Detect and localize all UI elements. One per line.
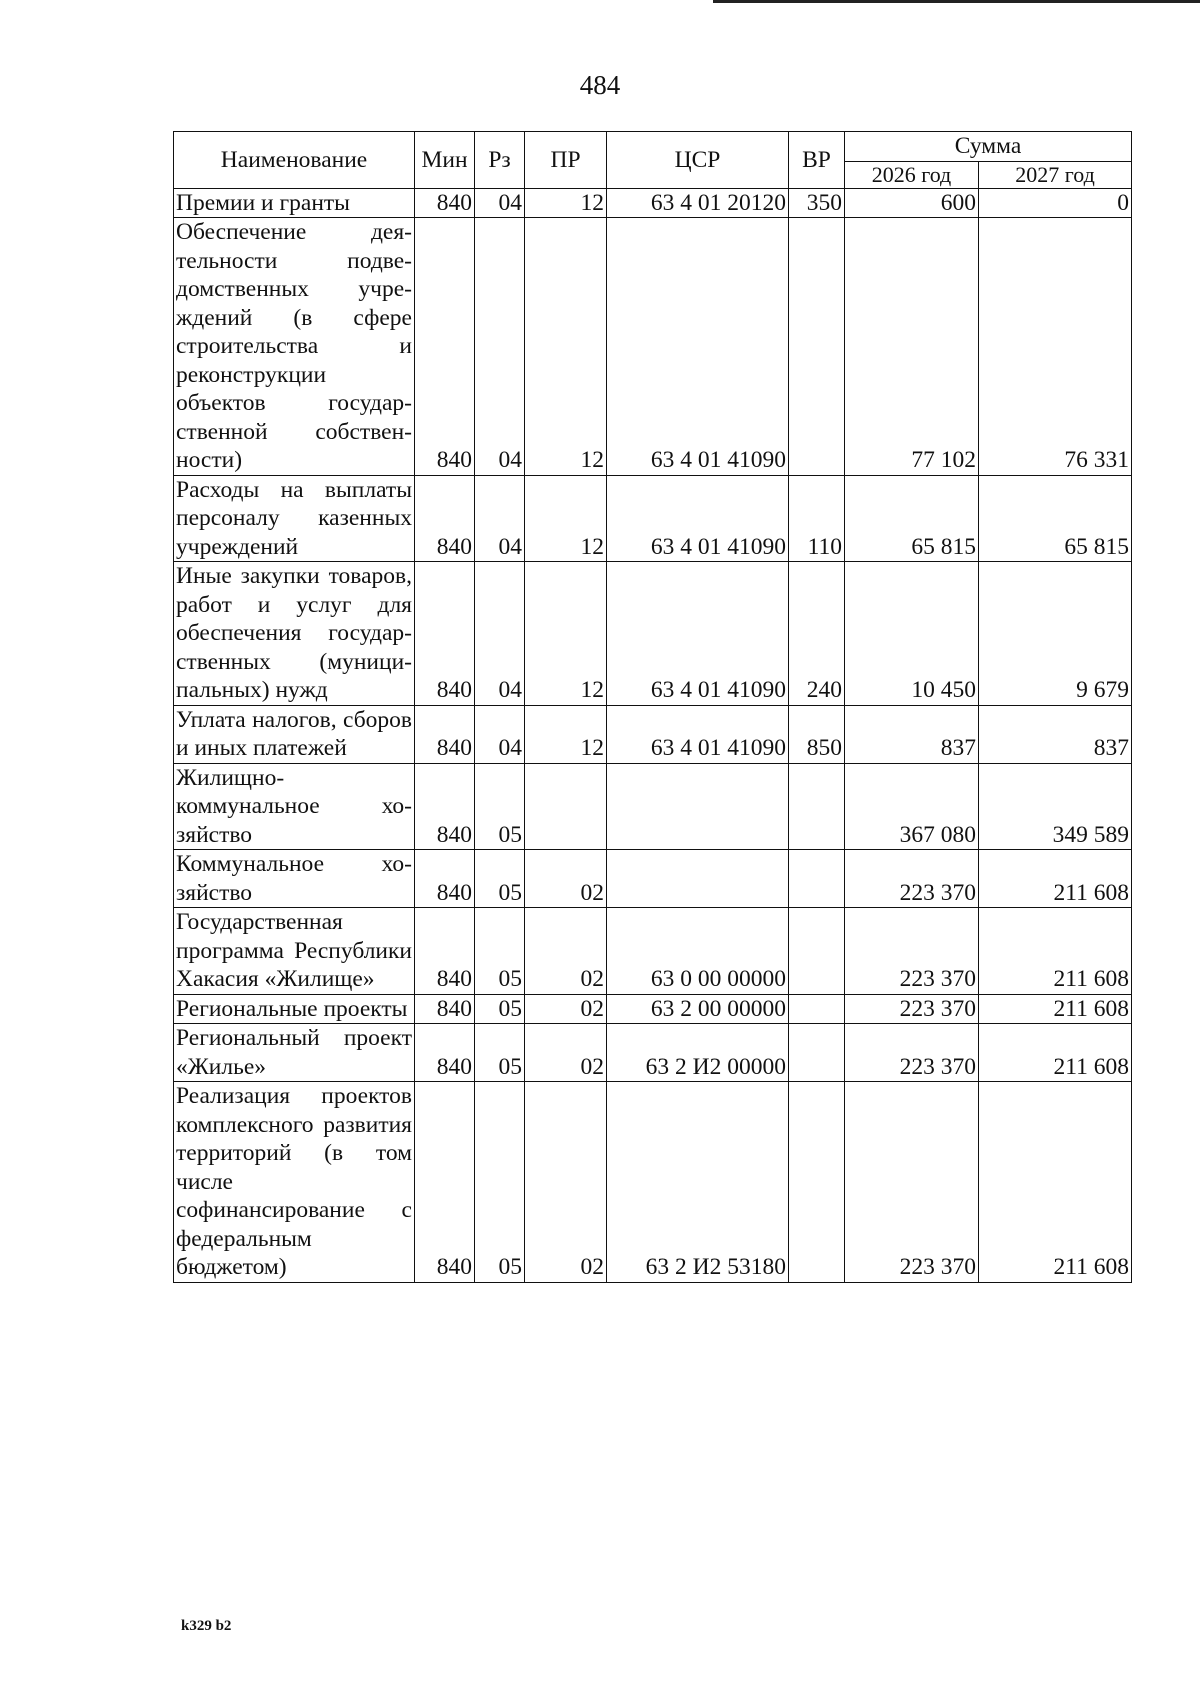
cell-rz: 05	[475, 994, 525, 1024]
cell-csr: 63 4 01 41090	[607, 475, 789, 562]
cell-pr: 02	[525, 850, 607, 908]
cell-pr	[525, 763, 607, 850]
cell-vr	[789, 908, 845, 995]
cell-csr: 63 2 И2 53180	[607, 1082, 789, 1283]
cell-pr: 02	[525, 1082, 607, 1283]
cell-vr	[789, 994, 845, 1024]
header-vr: ВР	[789, 132, 845, 189]
cell-sum-2027: 211 608	[979, 1082, 1132, 1283]
cell-csr: 63 4 01 41090	[607, 705, 789, 763]
cell-sum-2026: 77 102	[845, 218, 979, 476]
cell-pr: 12	[525, 218, 607, 476]
header-sum: Сумма	[845, 132, 1132, 162]
cell-csr: 63 0 00 00000	[607, 908, 789, 995]
cell-sum-2027: 9 679	[979, 562, 1132, 706]
cell-name: Коммунальное хозяйство	[174, 850, 415, 908]
cell-sum-2026: 223 370	[845, 1024, 979, 1082]
cell-pr: 02	[525, 908, 607, 995]
cell-sum-2027: 211 608	[979, 850, 1132, 908]
cell-sum-2027: 837	[979, 705, 1132, 763]
cell-csr	[607, 763, 789, 850]
cell-min: 840	[415, 850, 475, 908]
table-row	[174, 763, 1132, 850]
cell-vr: 240	[789, 562, 845, 706]
cell-rz: 04	[475, 188, 525, 218]
cell-vr	[789, 763, 845, 850]
footer-code: k329 b2	[181, 1618, 232, 1634]
cell-name: Иные закупки товаров, работ и услуг для обеспечения государственных (муниципальных) нужд	[174, 562, 415, 706]
cell-min: 840	[415, 994, 475, 1024]
cell-rz: 05	[475, 763, 525, 850]
cell-csr	[607, 850, 789, 908]
table-row	[174, 994, 1132, 1024]
cell-vr	[789, 218, 845, 476]
cell-csr: 63 2 00 00000	[607, 994, 789, 1024]
cell-rz: 04	[475, 705, 525, 763]
table-row	[174, 1024, 1132, 1082]
header-year-2027: 2027 год	[979, 161, 1132, 188]
table-row	[174, 562, 1132, 706]
cell-csr: 63 2 И2 00000	[607, 1024, 789, 1082]
cell-sum-2026: 837	[845, 705, 979, 763]
budget-table	[173, 131, 1132, 1283]
cell-sum-2027: 0	[979, 188, 1132, 218]
cell-rz: 05	[475, 850, 525, 908]
cell-sum-2026: 223 370	[845, 1082, 979, 1283]
page-number: 484	[579, 70, 621, 100]
cell-rz: 04	[475, 562, 525, 706]
cell-vr: 350	[789, 188, 845, 218]
cell-rz: 05	[475, 1082, 525, 1283]
cell-min: 840	[415, 908, 475, 995]
cell-sum-2026: 223 370	[845, 908, 979, 995]
cell-rz: 05	[475, 1024, 525, 1082]
cell-sum-2026: 600	[845, 188, 979, 218]
cell-pr: 02	[525, 994, 607, 1024]
cell-name: Премии и гранты	[174, 188, 415, 218]
cell-sum-2026: 223 370	[845, 850, 979, 908]
cell-pr: 02	[525, 1024, 607, 1082]
scan-edge-line	[713, 0, 1200, 3]
cell-sum-2027: 349 589	[979, 763, 1132, 850]
cell-min: 840	[415, 188, 475, 218]
cell-name: Обеспечение деятельности подведомственных учреждений (в сфере строительства и реконструкции объектов государственной собственности)	[174, 218, 415, 476]
cell-vr	[789, 1082, 845, 1283]
table-row	[174, 1082, 1132, 1283]
cell-sum-2026: 223 370	[845, 994, 979, 1024]
cell-pr: 12	[525, 188, 607, 218]
cell-min: 840	[415, 218, 475, 476]
cell-sum-2026: 10 450	[845, 562, 979, 706]
cell-name: Реализация проектов комплексного развития территорий (в том числе софинансирование с федеральным бюджетом)	[174, 1082, 415, 1283]
cell-name: Расходы на выплаты персоналу казенных учреждений	[174, 475, 415, 562]
cell-sum-2027: 65 815	[979, 475, 1132, 562]
table-row	[174, 705, 1132, 763]
header-csr: ЦСР	[607, 132, 789, 189]
header-year-2026: 2026 год	[845, 161, 979, 188]
cell-vr: 850	[789, 705, 845, 763]
table-row	[174, 475, 1132, 562]
cell-pr: 12	[525, 475, 607, 562]
cell-sum-2027: 211 608	[979, 908, 1132, 995]
cell-min: 840	[415, 705, 475, 763]
cell-name: Региональные проекты	[174, 994, 415, 1024]
cell-sum-2026: 65 815	[845, 475, 979, 562]
cell-min: 840	[415, 1082, 475, 1283]
cell-name: Уплата налогов, сборов и иных платежей	[174, 705, 415, 763]
cell-pr: 12	[525, 705, 607, 763]
table-row	[174, 188, 1132, 218]
cell-sum-2027: 211 608	[979, 1024, 1132, 1082]
cell-csr: 63 4 01 41090	[607, 562, 789, 706]
header-min: Мин	[415, 132, 475, 189]
cell-pr: 12	[525, 562, 607, 706]
cell-rz: 04	[475, 475, 525, 562]
header-pr: ПР	[525, 132, 607, 189]
cell-vr: 110	[789, 475, 845, 562]
cell-name: Жилищно-коммунальное хозяйство	[174, 763, 415, 850]
cell-sum-2027: 76 331	[979, 218, 1132, 476]
cell-min: 840	[415, 562, 475, 706]
table-body	[174, 188, 1132, 1282]
cell-min: 840	[415, 1024, 475, 1082]
cell-sum-2027: 211 608	[979, 994, 1132, 1024]
table-row	[174, 908, 1132, 995]
cell-rz: 05	[475, 908, 525, 995]
cell-csr: 63 4 01 41090	[607, 218, 789, 476]
cell-min: 840	[415, 763, 475, 850]
header-name: Наименование	[174, 132, 415, 189]
cell-vr	[789, 850, 845, 908]
cell-name: Государственная программа Республики Хакасия «Жилище»	[174, 908, 415, 995]
cell-csr: 63 4 01 20120	[607, 188, 789, 218]
cell-min: 840	[415, 475, 475, 562]
cell-rz: 04	[475, 218, 525, 476]
cell-vr	[789, 1024, 845, 1082]
table-row	[174, 850, 1132, 908]
header-rz: Рз	[475, 132, 525, 189]
cell-sum-2026: 367 080	[845, 763, 979, 850]
table-row	[174, 218, 1132, 476]
cell-name: Региональный проект «Жилье»	[174, 1024, 415, 1082]
